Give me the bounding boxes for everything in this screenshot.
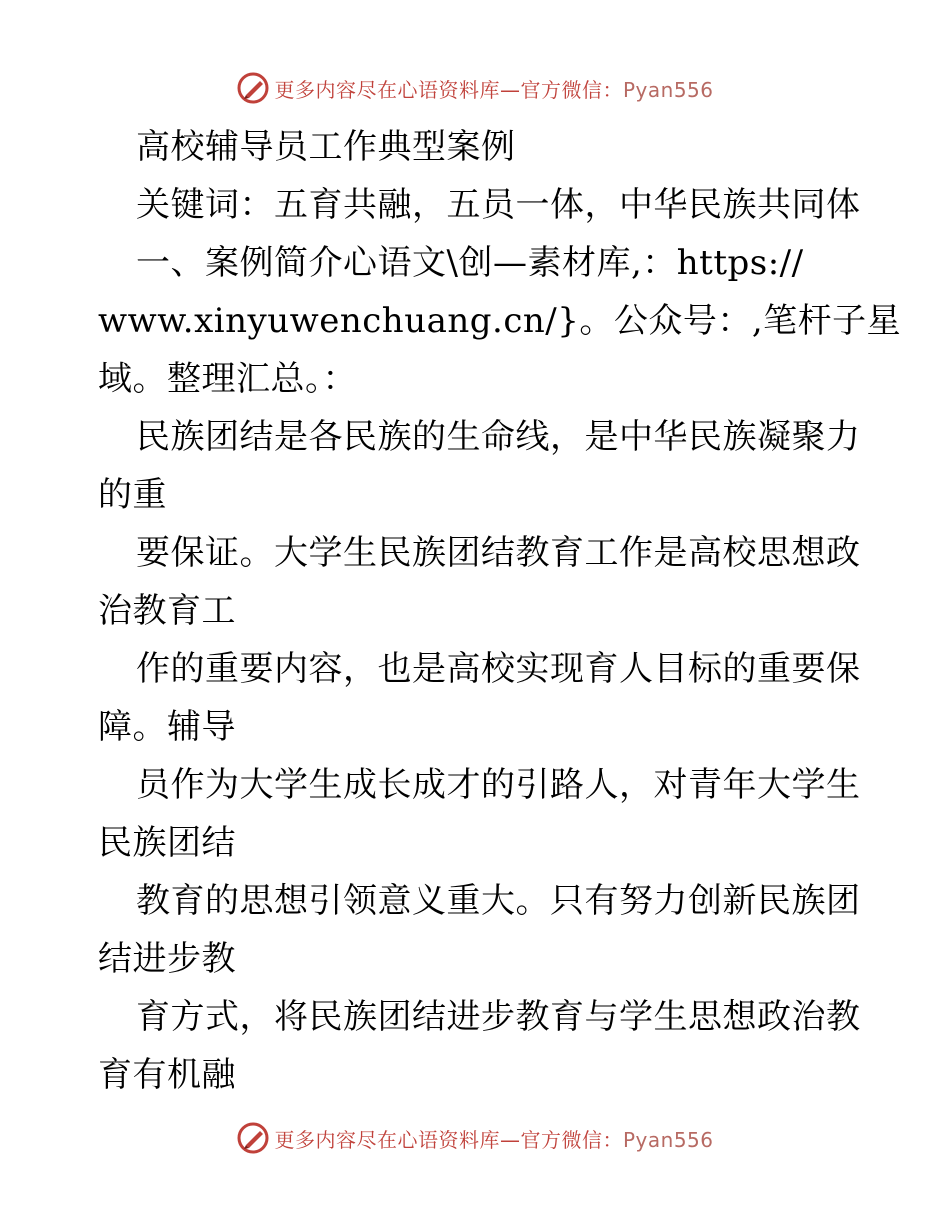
document-body — [98, 118, 902, 1104]
text-line: 民族团结 — [98, 823, 236, 863]
text-line: 障。辅导 — [98, 707, 236, 747]
text-line: www.xinyuwenchuang.cn/}。公众号：,笔杆子星 — [98, 301, 902, 341]
banner-handle: Pyan556 — [622, 77, 714, 102]
text-line: 结进步教 — [98, 939, 236, 979]
banner-handle: Pyan556 — [622, 1127, 714, 1152]
pen-logo-icon — [236, 71, 270, 105]
text-line: 治教育工 — [98, 591, 236, 631]
text-line: 的重 — [98, 475, 167, 515]
section-heading-line: 一、案例简介心语文\创—素材库,：https:// — [136, 243, 804, 283]
banner-text: 更多内容尽在心语资料库—官方微信： — [274, 77, 623, 102]
text-line: 员作为大学生成长成才的引路人，对青年大学生 — [136, 765, 861, 805]
text-line: 域。整理汇总。： — [98, 359, 357, 399]
text-line: 教育的思想引领意义重大。只有努力创新民族团 — [136, 881, 861, 921]
pen-logo-icon — [236, 1121, 270, 1155]
text-line: 育方式，将民族团结进步教育与学生思想政治教 — [136, 997, 861, 1037]
keywords-line: 关键词：五育共融，五员一体，中华民族共同体 — [136, 185, 861, 225]
text-line: 要保证。大学生民族团结教育工作是高校思想政 — [136, 533, 861, 573]
banner-text: 更多内容尽在心语资料库—官方微信： — [274, 1127, 623, 1152]
text-line: 育有机融 — [98, 1055, 236, 1095]
header-watermark-banner — [0, 68, 950, 108]
text-line: 民族团结是各民族的生命线，是中华民族凝聚力 — [136, 417, 861, 457]
text-line: 作的重要内容，也是高校实现育人目标的重要保 — [136, 649, 861, 689]
footer-watermark-banner — [0, 1118, 950, 1158]
document-title: 高校辅导员工作典型案例 — [136, 127, 516, 167]
